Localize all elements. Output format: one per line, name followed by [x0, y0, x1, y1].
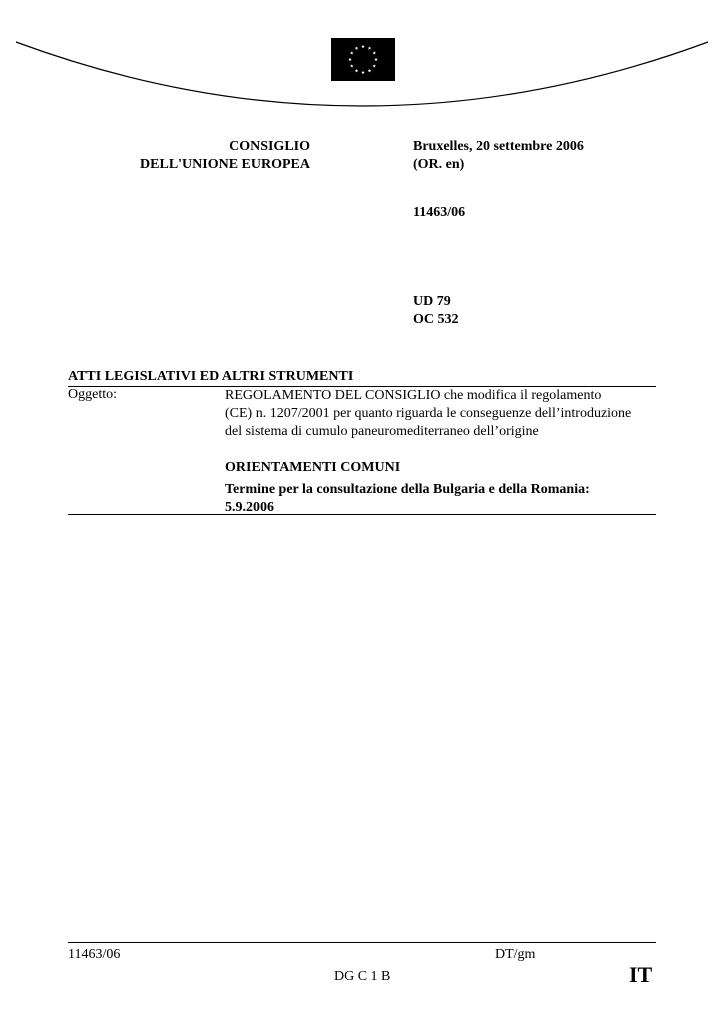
codes-block [413, 293, 459, 329]
subject-text [225, 387, 665, 441]
section-divider-bottom [68, 514, 656, 515]
deadline-text [225, 481, 590, 517]
section-title: ATTI LEGISLATIVI ED ALTRI STRUMENTI [68, 369, 354, 384]
footer-divider [68, 942, 656, 943]
footer-directorate: DG C 1 B [334, 969, 391, 984]
subject-line: del sistema di cumulo paneuromediterraneo dell’origine [225, 424, 539, 439]
doc-number: 11463/06 [413, 205, 466, 220]
code-oc: OC 532 [413, 312, 459, 327]
deadline-line: Termine per la consultazione della Bulgaria e della Romania: [225, 482, 590, 497]
institution-name [140, 138, 310, 174]
orientation-title: ORIENTAMENTI COMUNI [225, 460, 401, 475]
deadline-line: 5.9.2006 [225, 500, 274, 515]
subject-line: (CE) n. 1207/2001 per quanto riguarda le conseguenze dell’introduzione [225, 406, 632, 421]
footer-doc-ref: 11463/06 [68, 947, 121, 962]
footer-initials: DT/gm [495, 947, 536, 962]
institution-line1: CONSIGLIO [229, 139, 310, 154]
eu-flag-icon [331, 38, 395, 81]
subject-line: REGOLAMENTO DEL CONSIGLIO che modifica il regolamento [225, 388, 602, 403]
original-language: (OR. en) [413, 157, 465, 172]
subject-label: Oggetto: [68, 387, 117, 402]
place-date: Bruxelles, 20 settembre 2006 [413, 139, 584, 154]
institution-line2: DELL'UNIONE EUROPEA [140, 157, 310, 172]
code-ud: UD 79 [413, 294, 451, 309]
footer-language: IT [629, 962, 653, 987]
place-date-block [413, 138, 584, 174]
